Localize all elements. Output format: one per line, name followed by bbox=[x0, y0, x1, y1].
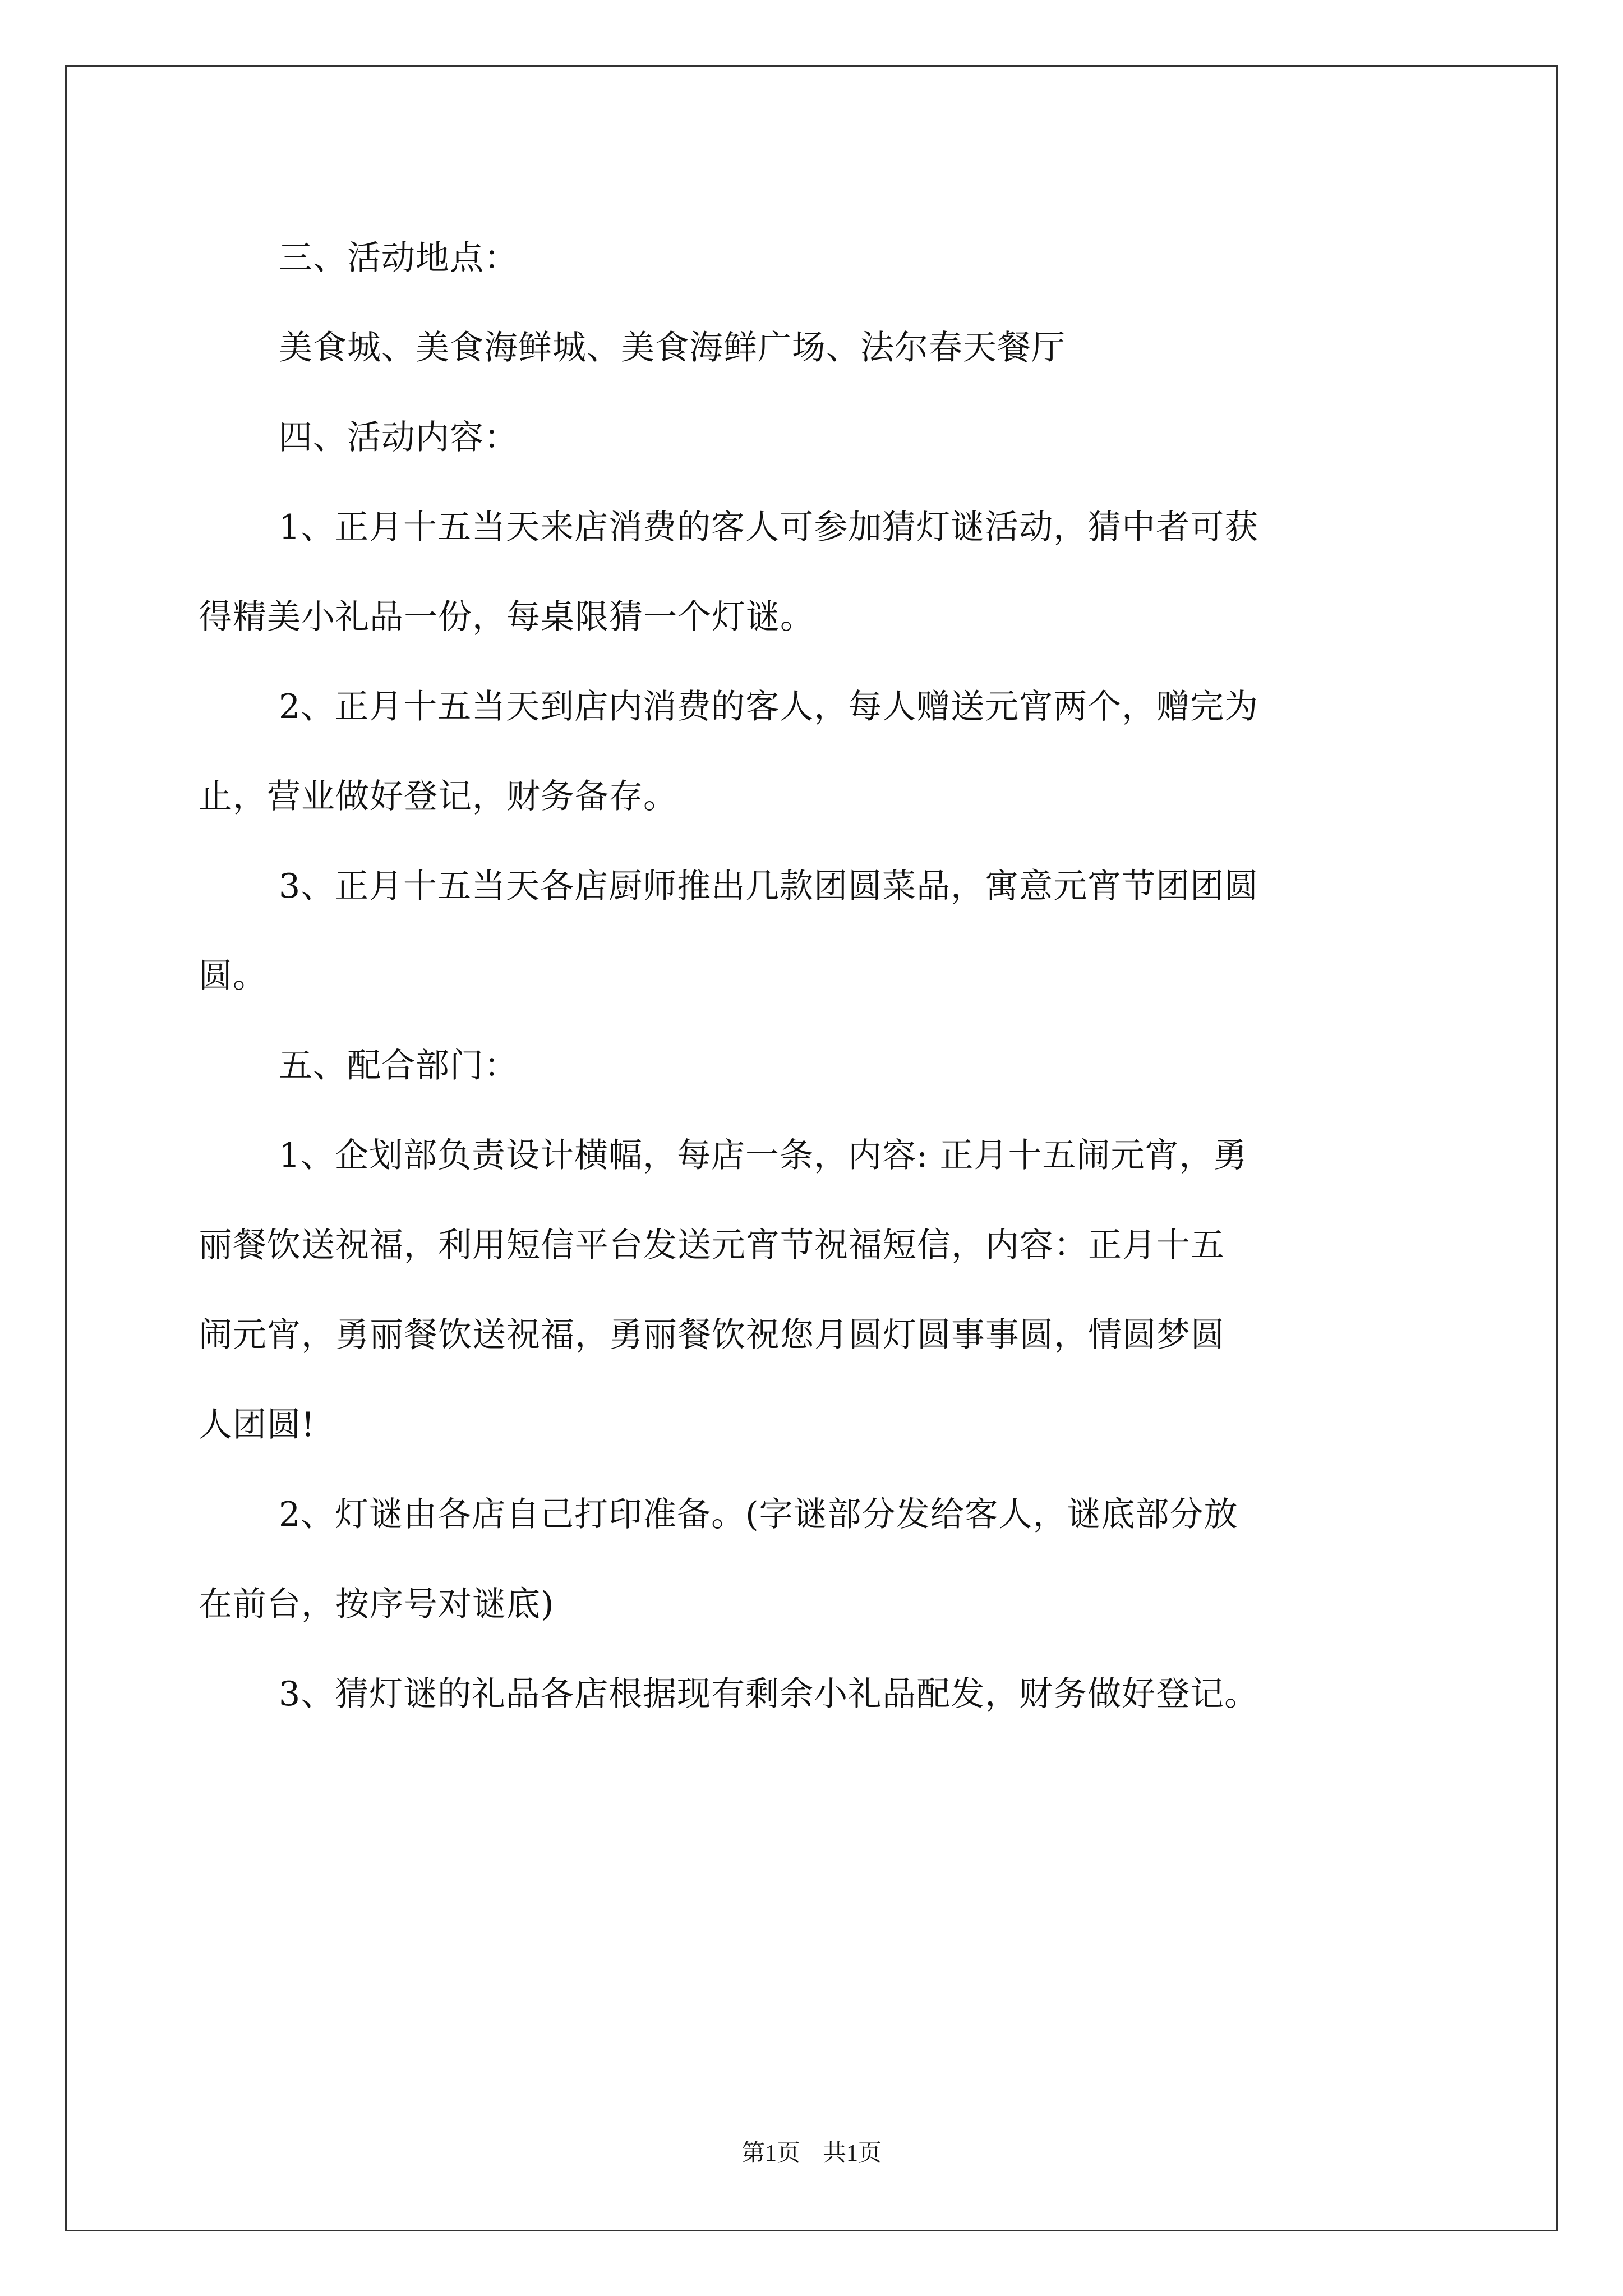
section-heading-content: 四、活动内容： bbox=[279, 418, 518, 457]
paragraph-line: 止，营业做好登记，财务备存。 bbox=[199, 777, 677, 816]
paragraph-line: 丽餐饮送祝福，利用短信平台发送元宵节祝福短信，内容：正月十五 bbox=[199, 1226, 1225, 1265]
section-heading-location: 三、活动地点： bbox=[279, 238, 518, 278]
paragraph-line: 2、灯谜由各店自己打印准备。(字谜部分发给客人，谜底部分放 bbox=[279, 1495, 1238, 1534]
paragraph-line: 3、正月十五当天各店厨师推出几款团圆菜品，寓意元宵节团团圆 bbox=[279, 867, 1259, 906]
paragraph-line: 人团圆! bbox=[199, 1405, 316, 1444]
page-footer bbox=[0, 2134, 1623, 2168]
paragraph-locations: 美食城、美食海鲜城、美食海鲜广场、法尔春天餐厅 bbox=[279, 328, 1066, 367]
paragraph-line: 1、正月十五当天来店消费的客人可参加猜灯谜活动，猜中者可获 bbox=[279, 508, 1259, 547]
paragraph-line: 在前台，按序号对谜底) bbox=[199, 1585, 555, 1624]
page-number-total: 共1页 bbox=[823, 2141, 882, 2166]
paragraph-line: 得精美小礼品一份，每桌限猜一个灯谜。 bbox=[199, 597, 814, 637]
paragraph-line: 圆。 bbox=[199, 956, 267, 996]
paragraph-line: 2、正月十五当天到店内消费的客人，每人赠送元宵两个，赠完为 bbox=[279, 687, 1259, 726]
paragraph-line: 1、企划部负责设计横幅，每店一条，内容: 正月十五闹元宵，勇 bbox=[279, 1136, 1248, 1175]
page-number-current: 第1页 bbox=[741, 2141, 800, 2166]
section-heading-departments: 五、配合部门： bbox=[279, 1046, 518, 1085]
document-body bbox=[199, 213, 1438, 1739]
paragraph-line: 3、猜灯谜的礼品各店根据现有剩余小礼品配发，财务做好登记。 bbox=[279, 1674, 1259, 1714]
paragraph-line: 闹元宵，勇丽餐饮送祝福，勇丽餐饮祝您月圆灯圆事事圆，情圆梦圆 bbox=[199, 1315, 1225, 1355]
